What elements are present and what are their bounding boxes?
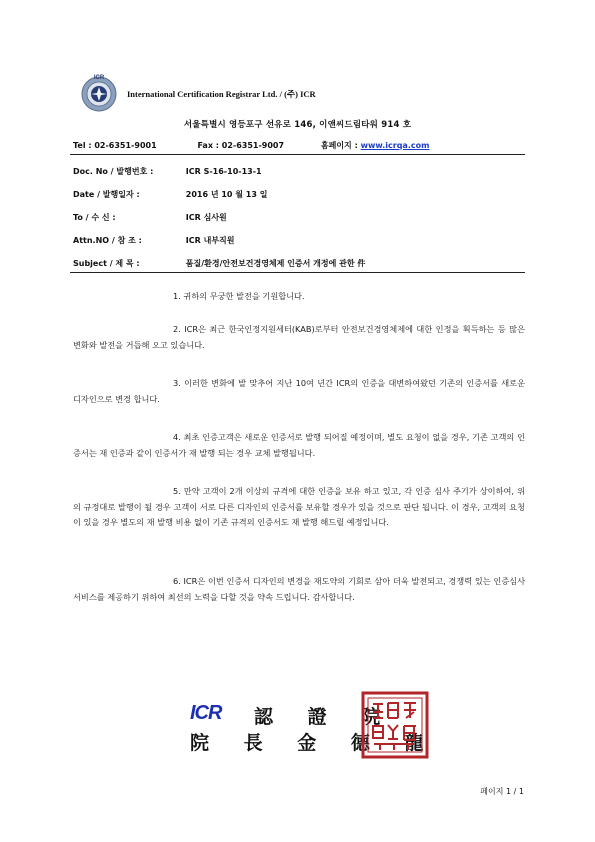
paragraph-4: 4. 최초 인증고객은 새로운 인증서로 발행 되어질 예정이며, 별도 요청이 없을 경우, 기존 고객의 인증서는 재 인증과 같이 인증서가 재 발행 되는 경우 교체 발행됩니다.	[73, 432, 525, 458]
signature-line-1: 認 證 院	[254, 706, 395, 728]
tel-number: Tel : 02-6351-9001	[73, 141, 157, 150]
paragraph-2: 2. ICR은 최근 한국인정지원세터(KAB)로부터 안전보건경영체제에 대한 인정을 획득하는 등 많은 변화와 발전을 거듭해 오고 있습니다.	[73, 324, 525, 350]
doc-no-label: Doc. No / 발행번호 :	[73, 167, 154, 176]
official-seal-stamp	[360, 690, 430, 760]
paragraph-5: 5. 만약 고객이 2개 이상의 규격에 대한 인증을 보유 하고 있고, 각 인증 심사 주기가 상이하여, 위의 규정대로 발행이 될 경우 고객이 서로 다른 디자인의 인증서를 보유할 경우가 있을 것으로 판단 됩니다. 이 경우, 고객의 요청이 있을 경우 별도의 재 발행 비용 없이 기존 규격의 인증서도 재 발행 해드릴 예정입니다.	[73, 486, 525, 527]
date-value: 2016 년 10 월 13 일	[185, 190, 268, 199]
logo-text: ICR	[93, 75, 105, 81]
doc-no-value: ICR S-16-10-13-1	[185, 167, 262, 176]
header-divider	[70, 154, 525, 155]
subject-label: Subject / 제 목 :	[73, 259, 140, 268]
subject-value: 품질/환경/안전보건경영체제 인증서 개정에 관한 件	[185, 259, 366, 268]
date-label: Date / 발행일자 :	[73, 190, 140, 199]
signature-line-2: 院 長 金 德 龍	[190, 732, 438, 754]
date-row	[73, 189, 267, 200]
signature-block	[190, 702, 438, 758]
attn-row	[73, 235, 235, 246]
paragraph-1: 1. 귀하의 무궁한 발전을 기원합니다.	[173, 291, 305, 301]
page-number: 페이지 1 / 1	[480, 787, 524, 796]
paragraph-6: 6. ICR은 이번 인증서 디자인의 변경을 재도약의 기회로 삼아 더욱 발전되고, 경쟁력 있는 인증심사 서비스를 제공하기 위하여 최선의 노력을 다할 것을 약속 드립니다. 감사합니다.	[73, 576, 525, 602]
company-address: 서울특별시 영등포구 선유로 146, 이앤씨드림타워 914 호	[183, 120, 412, 130]
icr-logo	[79, 72, 119, 112]
subject-divider	[70, 272, 525, 273]
subject-row	[73, 258, 365, 269]
company-name: International Certification Registrar Ltd. / (주) ICR	[127, 89, 316, 99]
to-row	[73, 212, 227, 223]
homepage-link[interactable]: www.icrqa.com	[360, 141, 430, 150]
homepage-label: 홈페이지 :	[320, 141, 358, 150]
signature-brand: ICR	[190, 702, 222, 724]
contact-line	[73, 140, 429, 151]
paragraph-3: 3. 이러한 변화에 발 맞추어 지난 10여 년간 ICR의 인증을 대변하여왔던 기존의 인증서를 새로운 디자인으로 변경 합니다.	[73, 378, 525, 404]
to-label: To / 수 신 :	[73, 213, 116, 222]
attn-value: ICR 내부직원	[185, 236, 235, 245]
doc-no-row	[73, 166, 262, 177]
fax-number: Fax : 02-6351-9007	[197, 141, 285, 150]
to-value: ICR 심사원	[185, 213, 227, 222]
attn-label: Attn.NO / 참 조 :	[73, 236, 142, 245]
